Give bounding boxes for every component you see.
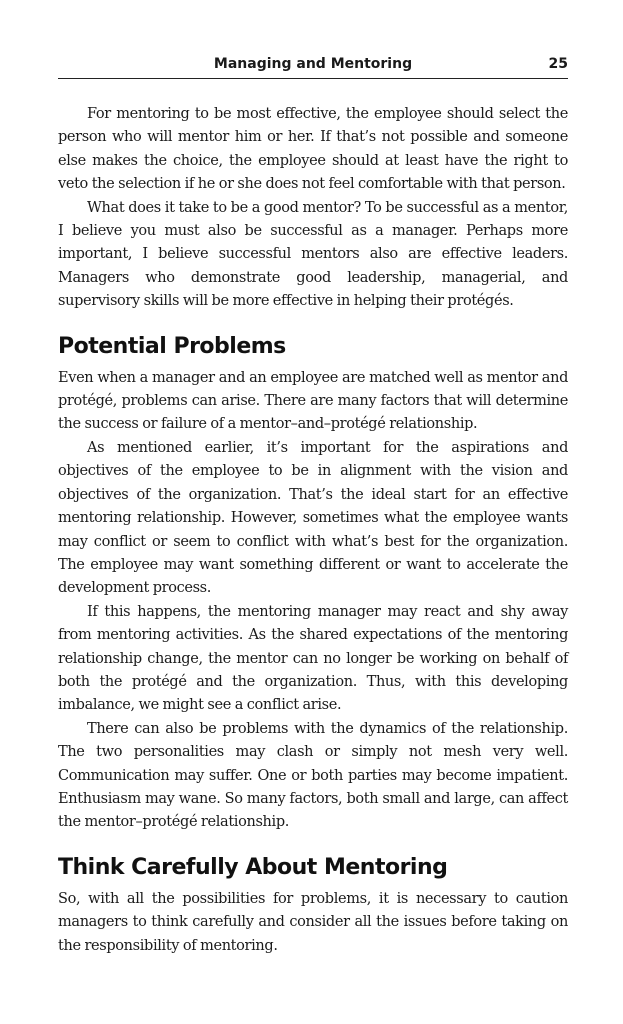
- paragraph: If this happens, the mentoring manager may react and shy away from mentoring activities. As the shared expectations of the mentoring relationship change, the mentor can no longer be working on behalf of both the protégé and the organization. Thus, with this developing imbalance, we might see a conflict arise.: [58, 603, 568, 714]
- body-text: [58, 103, 568, 958]
- paragraph: There can also be problems with the dynamics of the relationship. The two personalities may clash or simply not mesh very well. Communication may suffer. One or both parties may become impatient. Enthusiasm may wane. So many factors, both small and large, can affect the mentor–protégé relationship.: [58, 720, 568, 831]
- paragraph: So, with all the possibilities for problems, it is necessary to caution managers to think carefully and consider all the issues before taking on the responsibility of mentoring.: [58, 890, 568, 954]
- paragraph: For mentoring to be most effective, the employee should select the person who will mentor him or her. If that’s not possible and someone else makes the choice, the employee should at least have the right to veto the selection if he or she does not feel comfortable with that person.: [58, 106, 568, 193]
- book-page: [58, 54, 568, 958]
- paragraph: What does it take to be a good mentor? To be successful as a mentor, I believe you must also be successful as a manager. Perhaps more important, I believe successful mentors also are effective leaders. Managers who demonstrate good leadership, managerial, and supervisory skills will be more effective in helping their protégés.: [58, 199, 568, 310]
- section-heading-think-carefully: Think Carefully About Mentoring: [58, 854, 448, 880]
- section-heading-potential-problems: Potential Problems: [58, 333, 286, 359]
- running-header: [58, 54, 568, 79]
- paragraph: As mentioned earlier, it’s important for the aspirations and objectives of the employee to be in alignment with the vision and objectives of the organization. That’s the ideal start for an effective mentoring relationship. However, sometimes what the employee wants may conflict or seem to conflict with what’s best for the organization. The employee may want something different or want to accelerate the development process.: [58, 439, 568, 597]
- chapter-title: Managing and Mentoring: [213, 56, 413, 72]
- paragraph: Even when a manager and an employee are matched well as mentor and protégé, problems can arise. There are many factors that will determine the success or failure of a mentor–and–protégé relationship.: [58, 369, 568, 433]
- page-number: 25: [548, 56, 568, 72]
